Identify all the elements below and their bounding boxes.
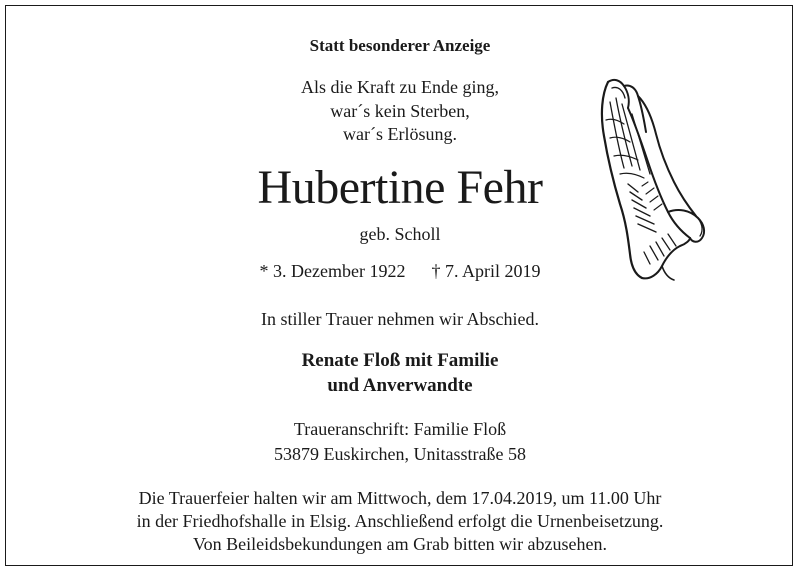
verse-line-3: war´s Erlösung. bbox=[343, 124, 457, 144]
birth-date: * 3. Dezember 1922 bbox=[259, 261, 406, 281]
deceased-name: Hubertine Fehr bbox=[257, 161, 543, 214]
service-info-line-2: in der Friedhofshalle in Elsig. Anschließend erfolgt die Urnenbeisetzung. bbox=[136, 511, 664, 531]
farewell-text: In stiller Trauer nehmen wir Abschied. bbox=[261, 309, 539, 329]
service-info-line-3: Von Beileidsbekundungen am Grab bitten wir abzusehen. bbox=[192, 534, 608, 554]
death-date: † 7. April 2019 bbox=[431, 261, 541, 281]
mourning-address-line-1: Traueranschrift: Familie Floß bbox=[293, 419, 507, 439]
obituary-notice bbox=[5, 5, 793, 566]
verse-line-2: war´s kein Sterben, bbox=[330, 101, 470, 121]
mourning-address-line-2: 53879 Euskirchen, Unitasstraße 58 bbox=[274, 444, 526, 464]
notice-heading: Statt besonderer Anzeige bbox=[309, 36, 491, 55]
verse-line-1: Als die Kraft zu Ende ging, bbox=[301, 77, 499, 97]
maiden-name: geb. Scholl bbox=[359, 224, 441, 244]
praying-hands-icon bbox=[598, 74, 710, 284]
service-info-line-1: Die Trauerfeier halten wir am Mittwoch, dem 17.04.2019, um 11.00 Uhr bbox=[138, 488, 662, 508]
mourners-line-2: und Anverwandte bbox=[327, 375, 473, 396]
mourners-line-1: Renate Floß mit Familie bbox=[301, 350, 499, 371]
